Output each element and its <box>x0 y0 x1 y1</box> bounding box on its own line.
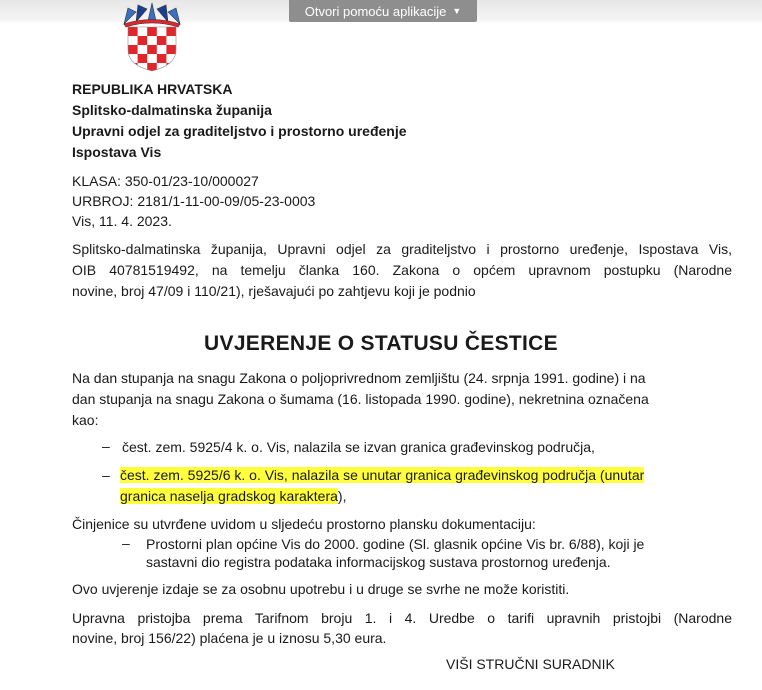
reference-place-date: Vis, 11. 4. 2023. <box>72 213 172 229</box>
croatian-coat-of-arms-icon <box>118 2 186 72</box>
facts-item-line-2: sastavni dio registra podataka informacijskog sustava prostornog uređenja. <box>146 554 611 570</box>
facts-intro: Činjenice su utvrđene uvidom u sljedeću prostorno plansku dokumentaciju: <box>72 516 536 532</box>
reference-urbroj: URBROJ: 2181/1-11-00-09/05-23-0003 <box>72 193 316 209</box>
header-office: Ispostava Vis <box>72 144 162 160</box>
statement-line-3: kao: <box>72 412 99 428</box>
chevron-down-icon: ▼ <box>452 6 462 16</box>
highlighted-text: čest. zem. 5925/6 k. o. Vis, nalazila se unutar granica građevinskog područja (unutar <box>120 467 645 483</box>
highlighted-text: granica naselja gradskog karaktera <box>120 488 338 504</box>
intro-line-1: Splitsko-dalmatinska županija, Upravni odjel za graditeljstvo i prostorno uređenje, Ispostava Vis, <box>72 241 732 257</box>
list-item-dash: – <box>102 438 110 454</box>
header-department: Upravni odjel za graditeljstvo i prostorno uređenje <box>72 123 407 139</box>
statement-line-1: Na dan stupanja na snagu Zakona o poljoprivrednom zemljištu (24. srpnja 1991. godine) i na <box>72 370 646 386</box>
fee-line-1: Upravna pristojba prema Tarifnom broju 1. i 4. Uredbe o tarifi upravnih pristojbi (Narodne <box>72 610 732 626</box>
header-county: Splitsko-dalmatinska županija <box>72 102 272 118</box>
facts-item-dash: – <box>122 535 130 551</box>
document-title: UVJERENJE O STATUSU ČESTICE <box>204 332 558 355</box>
list-item-parcel-5925-6-line-1 <box>120 466 644 485</box>
list-item-parcel-5925-6-line-2 <box>120 487 346 506</box>
intro-line-2: OIB 40781519492, na temelju članka 160. Zakona o općem upravnom postupku (Narodne <box>72 262 732 278</box>
purpose-statement: Ovo uvjerenje izdaje se za osobnu upotrebu i u druge se svrhe ne može koristiti. <box>72 581 570 597</box>
list-item-tail: ), <box>337 488 347 504</box>
fee-line-2: novine, broj 156/22) plaćena je u iznosu 5,30 eura. <box>72 630 387 646</box>
header-country: REPUBLIKA HRVATSKA <box>72 81 233 97</box>
open-in-app-button[interactable] <box>289 0 477 22</box>
list-item-dash: – <box>102 467 110 483</box>
reference-klasa: KLASA: 350-01/23-10/000027 <box>72 173 259 189</box>
facts-item-line-1: Prostorni plan općine Vis do 2000. godine (Sl. glasnik općine Vis br. 6/88), koji je <box>146 536 645 552</box>
signature-title: VIŠI STRUČNI SURADNIK <box>446 656 615 672</box>
intro-line-3: novine, broj 47/09 i 110/21), rješavajući po zahtjevu koji je podnio <box>72 283 476 299</box>
list-item-parcel-5925-4: čest. zem. 5925/4 k. o. Vis, nalazila se izvan granica građevinskog područja, <box>122 439 595 455</box>
open-in-app-label: Otvori pomoću aplikacije <box>304 3 447 19</box>
statement-line-2: dan stupanja na snagu Zakona o šumama (16. listopada 1990. godine), nekretnina označena <box>72 391 649 407</box>
